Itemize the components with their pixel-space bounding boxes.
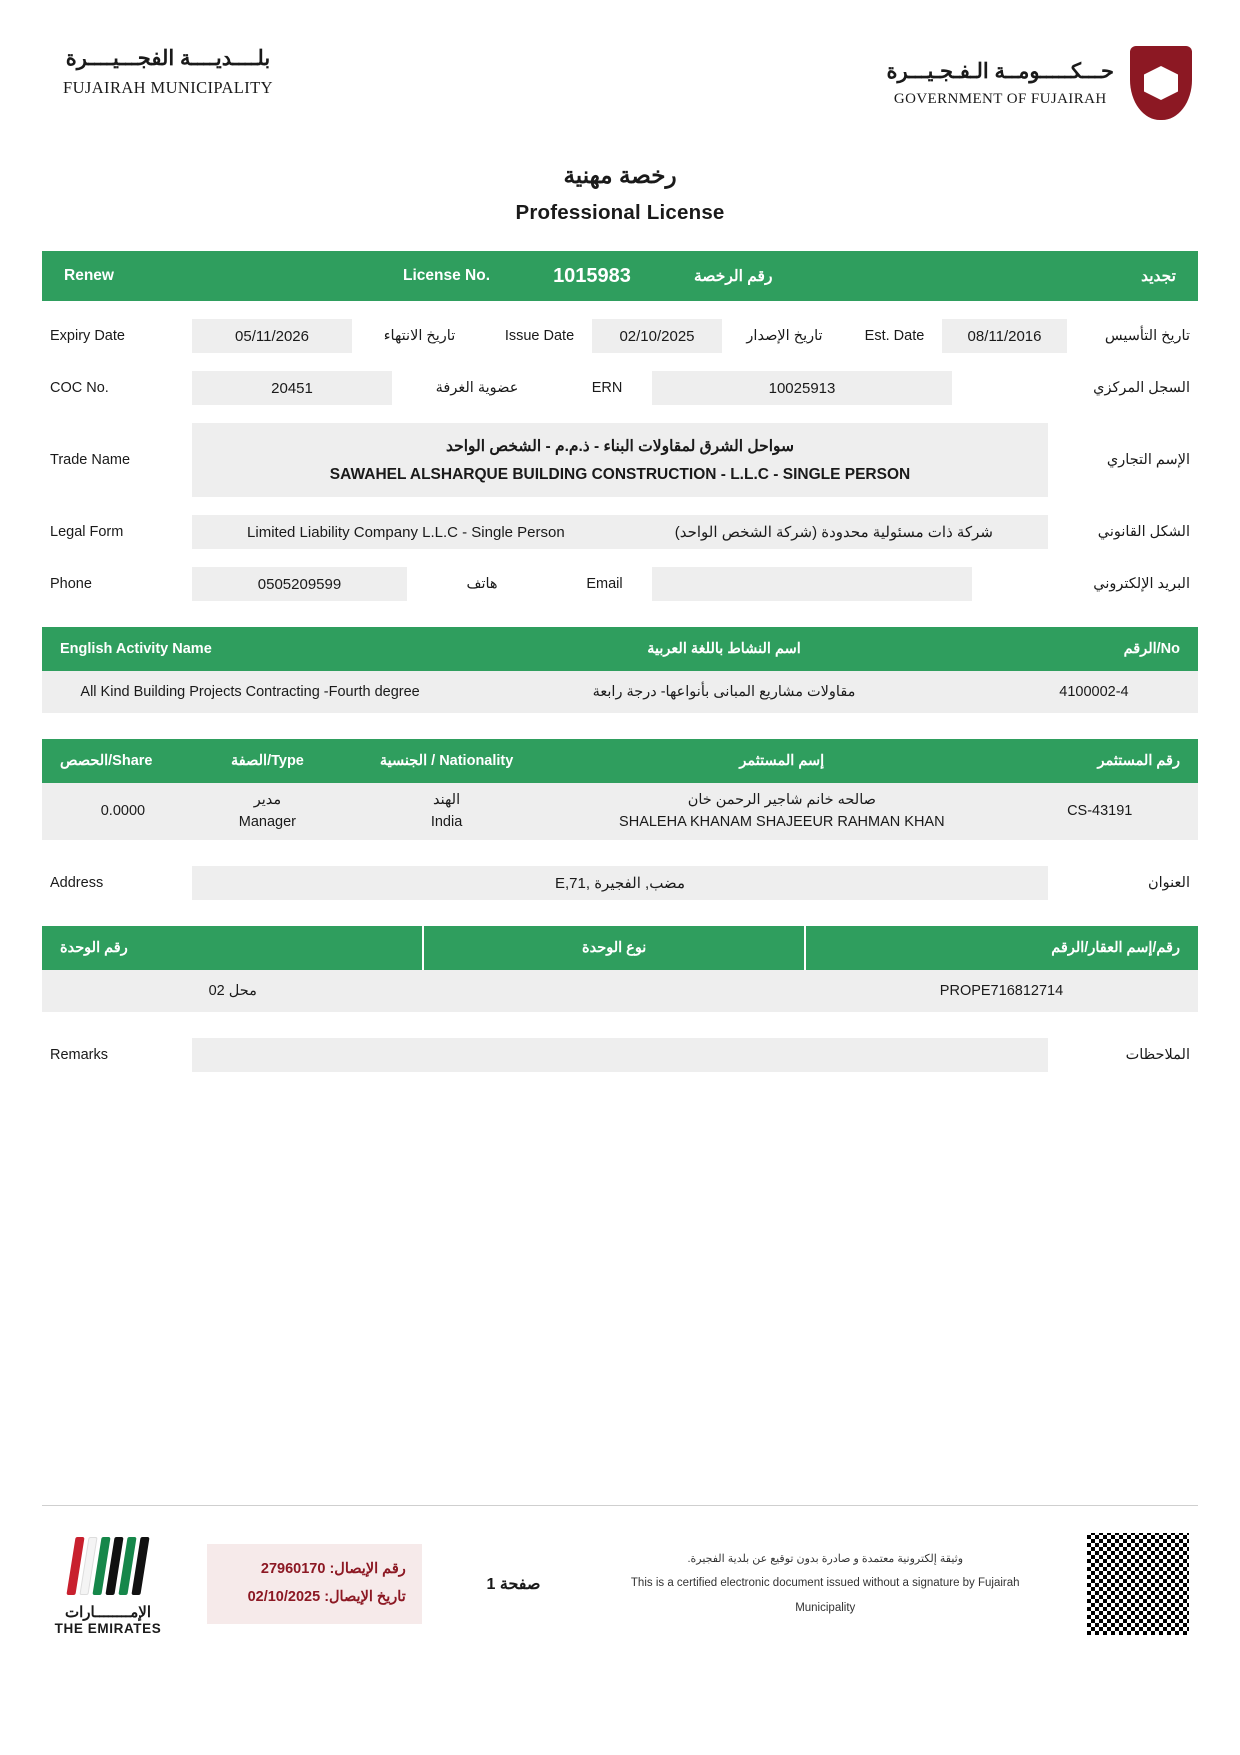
table-row <box>42 783 1198 840</box>
receipt-no-label: رقم الإيصال: <box>329 1561 406 1578</box>
table-row <box>42 671 1198 713</box>
expiry-date-label-english: Expiry Date <box>50 328 125 344</box>
property-table <box>42 926 1198 1012</box>
investors-header-row <box>42 739 1198 783</box>
property-unit-no: محل 02 <box>42 970 423 1012</box>
phone-label-arabic: هاتف <box>466 576 498 592</box>
coc-no-value: 20451 <box>192 371 392 405</box>
remarks-row <box>42 1038 1198 1072</box>
emirates-label-arabic: الإمــــــــارات <box>64 1603 151 1621</box>
qr-code-icon[interactable] <box>1084 1530 1192 1638</box>
investor-number: CS-43191 <box>1001 783 1198 840</box>
trade-name-arabic: سواحل الشرق لمقاولات البناء - ذ.م.م - الشخص الواحد <box>445 437 794 455</box>
investors-header-share: الحصص/Share <box>42 739 204 783</box>
activity-arabic-name: مقاولات مشاريع المبانى بأنواعها- درجة رابعة <box>458 671 990 713</box>
footer-divider <box>42 1505 1198 1506</box>
activities-header-english-name: English Activity Name <box>42 627 458 671</box>
legal-form-value-arabic: شركة ذات مسئولية محدودة (شركة الشخص الواحد) <box>674 524 993 541</box>
activities-header-no: الرقم/No <box>990 627 1198 671</box>
dates-row <box>42 319 1198 353</box>
remarks-label-english: Remarks <box>50 1046 109 1063</box>
investor-name-arabic: صالحه خانم شاجير الرحمن خان <box>687 792 876 808</box>
property-unit-type <box>423 970 804 1012</box>
receipt-no-value: 27960170 <box>260 1561 326 1578</box>
fujairah-crest-icon <box>1130 46 1192 120</box>
municipality-name-english: FUJAIRAH MUNICIPALITY <box>63 78 273 97</box>
investor-type <box>204 783 331 840</box>
page-number: صفحة 1 <box>486 1576 541 1593</box>
document-header <box>0 0 1240 120</box>
property-header-property-no: رقم/إسم العقار/الرقم <box>805 926 1198 970</box>
ern-label-english: ERN <box>591 380 623 396</box>
investors-table <box>42 739 1198 840</box>
investors-header-nationality: الجنسية / Nationality <box>331 739 562 783</box>
coc-no-label-english: COC No. <box>50 380 109 396</box>
trade-name-value <box>192 423 1048 497</box>
receipt-date-label: تاريخ الإيصال: <box>324 1589 406 1605</box>
license-no-label-english: License No. <box>403 267 490 284</box>
legal-form-value-english: Limited Liability Company L.L.C - Single Person <box>247 523 565 541</box>
page-title-arabic: رخصة مهنية <box>563 162 677 188</box>
est-date-label-arabic: تاريخ التأسيس <box>1104 328 1190 344</box>
license-number-bar <box>42 251 1198 301</box>
est-date-label-english: Est. Date <box>864 328 925 344</box>
receipt-date-value: 02/10/2025 <box>247 1589 321 1605</box>
trade-name-label-english: Trade Name <box>50 452 131 468</box>
emirates-flag-logo <box>48 1533 168 1636</box>
issue-date-label-arabic: تاريخ الإصدار <box>746 328 823 344</box>
phone-label-english: Phone <box>50 576 92 592</box>
investor-name-english: SHALEHA KHANAM SHAJEEUR RAHMAN KHAN <box>619 814 945 831</box>
municipality-logo <box>48 46 288 98</box>
investor-nationality-english: India <box>430 814 463 831</box>
trade-name-label-arabic: الإسم التجاري <box>1106 452 1190 468</box>
investor-type-arabic: مدير <box>253 792 282 808</box>
contact-row <box>42 567 1198 601</box>
legal-form-label-english: Legal Form <box>50 524 124 540</box>
trade-name-english: SAWAHEL ALSHARQUE BUILDING CONSTRUCTION - L.L.C - SINGLE PERSON <box>329 465 911 483</box>
email-label-arabic: البريد الإلكتروني <box>1093 576 1190 592</box>
investor-share: 0.0000 <box>42 783 204 840</box>
activities-table <box>42 627 1198 713</box>
page-title-english: Professional License <box>515 201 725 224</box>
address-value: E,71, مضب, الفجيرة <box>192 866 1048 900</box>
renew-label-english: Renew <box>64 267 114 284</box>
investors-header-number: رقم المستثمر <box>1001 739 1198 783</box>
page-title <box>0 162 1240 225</box>
municipality-name-arabic: بلــــديــــة الفجـــيــــرة <box>65 47 271 70</box>
est-date-value: 08/11/2016 <box>942 319 1067 353</box>
emirates-label-english: THE EMIRATES <box>54 1620 162 1636</box>
address-label-arabic: العنوان <box>1148 874 1190 891</box>
property-header-unit-no: رقم الوحدة <box>42 926 423 970</box>
investors-header-type: الصفة/Type <box>204 739 331 783</box>
document-footer <box>0 1530 1240 1638</box>
property-header-row <box>42 926 1198 970</box>
receipt-info <box>207 1544 422 1623</box>
expiry-date-value: 05/11/2026 <box>192 319 352 353</box>
ern-value: 10025913 <box>652 371 952 405</box>
certification-note-arabic: وثيقة إلكترونية معتمدة و صادرة بدون توقيع عن بلدية الفجيرة. <box>687 1553 964 1566</box>
email-label-english: Email <box>586 576 623 592</box>
legal-form-label-arabic: الشكل القانوني <box>1097 524 1190 540</box>
legal-form-row <box>42 515 1198 549</box>
expiry-date-label-arabic: تاريخ الانتهاء <box>383 328 456 344</box>
investors-header-name: إسم المستثمر <box>562 739 1001 783</box>
address-label-english: Address <box>50 874 104 891</box>
remarks-value <box>192 1038 1048 1072</box>
renew-label-arabic: تجديد <box>1141 267 1176 285</box>
activities-header-row <box>42 627 1198 671</box>
investor-nationality <box>331 783 562 840</box>
address-row <box>42 866 1198 900</box>
email-value <box>652 567 972 601</box>
activity-no: 4100002-4 <box>990 671 1198 713</box>
table-row <box>42 970 1198 1012</box>
certification-note <box>605 1548 1045 1619</box>
central-registry-label-arabic: السجل المركزي <box>1093 380 1190 396</box>
government-logo <box>886 46 1192 120</box>
chamber-membership-label-arabic: عضوية الغرفة <box>435 380 519 396</box>
license-number-value: 1015983 <box>553 264 631 287</box>
remarks-label-arabic: الملاحظات <box>1125 1046 1190 1063</box>
government-name-arabic: حـــكـــــومــة الـفـجـيـــرة <box>886 59 1114 83</box>
flag-strokes-icon <box>48 1533 168 1595</box>
trade-name-row <box>42 423 1198 497</box>
investor-name <box>562 783 1001 840</box>
registry-row <box>42 371 1198 405</box>
government-name-english: GOVERNMENT OF FUJAIRAH <box>893 90 1107 107</box>
investor-type-english: Manager <box>238 814 297 831</box>
issue-date-label-english: Issue Date <box>504 328 575 344</box>
government-text <box>886 59 1114 108</box>
license-no-label-arabic: رقم الرخصة <box>694 267 773 285</box>
property-number: PROPE716812714 <box>805 970 1198 1012</box>
activity-english-name: All Kind Building Projects Contracting -Fourth degree <box>42 671 458 713</box>
investor-nationality-arabic: الهند <box>433 792 461 808</box>
issue-date-value: 02/10/2025 <box>592 319 722 353</box>
property-header-unit-type: نوع الوحدة <box>423 926 804 970</box>
activities-header-arabic-name: اسم النشاط باللغة العربية <box>458 627 990 671</box>
phone-value: 0505209599 <box>192 567 407 601</box>
certification-note-english: This is a certified electronic document issued without a signature by Fujairah Municipality <box>630 1577 1020 1614</box>
